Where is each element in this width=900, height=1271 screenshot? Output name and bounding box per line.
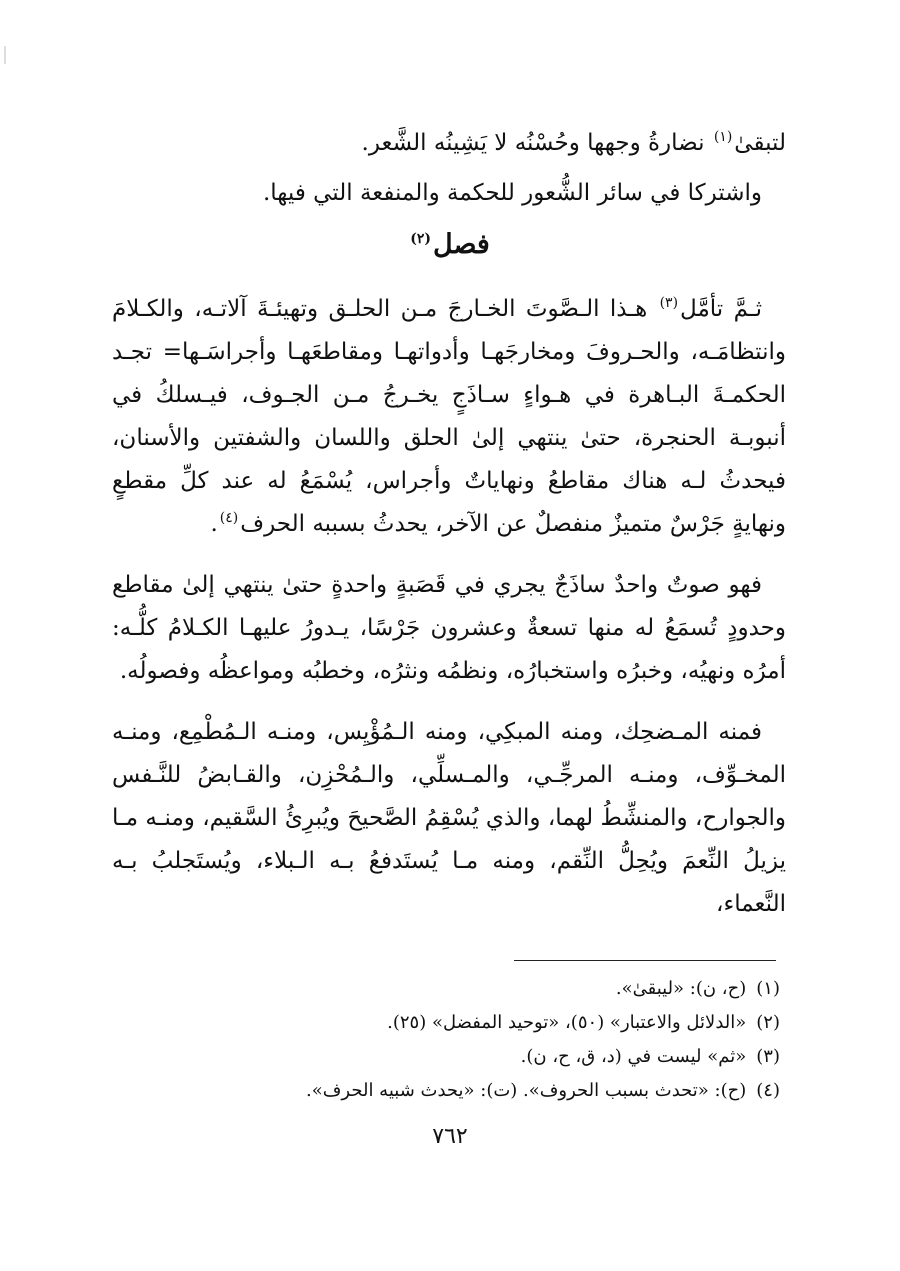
footnote-number: (٤)	[756, 1080, 780, 1101]
footnote-ref-3: (٣)	[659, 295, 679, 312]
opening-word: لتبقىٰ	[734, 130, 786, 156]
paragraph-1-end: .	[210, 511, 218, 537]
footnotes	[112, 972, 780, 1108]
scan-edge-mark	[4, 46, 6, 64]
footnote-2	[112, 1006, 780, 1040]
opening-rest: نضارةُ وجهها وحُسْنُه لا يَشِينُه الشَّعر.	[361, 130, 712, 156]
page-number: ٧٦٢	[432, 1124, 468, 1149]
footnote-number: (٢)	[756, 1012, 780, 1033]
paragraph-3: فمنه المـضحِك، ومنه المبكِي، ومنه الـمُؤْيِس، ومنـه الـمُطْمِع، ومنـه المخـوِّف، ومنـه المرجِّـي، والمـسلِّي، والـمُحْزِن، والقـابضُ للنَّـفس والجوارح، والمنشِّطُ لهما، والذي يُسْقِمُ الصَّحيحَ ويُبرِئُ السَّقيم، ومنـه مـا يزيلُ النِّعمَ ويُحِلُّ النِّقم، ومنه مـا يُستَدفعُ بـه الـبلاء، ويُستَجلبُ بـه النَّعماء،	[112, 719, 786, 917]
main-text	[112, 118, 786, 944]
footnote-number: (١)	[756, 978, 780, 999]
footnote-number: (٣)	[756, 1046, 780, 1067]
footnote-4	[112, 1074, 780, 1108]
paragraph-2: فهو صوتٌ واحدٌ ساذَجٌ يجري في قَصَبةٍ واحدةٍ حتىٰ ينتهي إلىٰ مقاطع وحدودٍ تُسمَعُ له منها تسعةٌ وعشرون جَرْسًا، يـدورُ عليهـا الكـلامُ كلُّـه: أمرُه ونهيُه، وخبرُه واستخبارُه، ونظمُه ونثرُه، وخطبُه ومواعظُه وفصولُه.	[112, 572, 786, 684]
footnote-text: (ح): «تحدث بسبب الحروف». (ت): «يحدث شبيه الحرف».	[306, 1080, 747, 1101]
footnote-1	[112, 972, 780, 1006]
section-title: فصل	[433, 229, 490, 260]
footnote-ref-2: (٢)	[410, 231, 431, 247]
opening-line-1	[112, 118, 786, 168]
footnote-ref-4: (٤)	[219, 510, 239, 527]
footnote-text: «ثم» ليست في (د، ق، ح، ن).	[520, 1046, 747, 1067]
opening-line-2: واشتركا في سائر الشُّعور للحكمة والمنفعة التي فيها.	[262, 180, 762, 206]
footnote-text: «الدلائل والاعتبار» (٥٠)، «توحيد المفضل» (٢٥).	[387, 1012, 747, 1033]
section-heading	[112, 220, 786, 270]
footnote-ref-1: (١)	[713, 129, 733, 146]
footnote-separator	[514, 960, 776, 961]
paragraph-1-start: ثـمَّ تأمَّل	[680, 296, 763, 322]
footnote-3	[112, 1040, 780, 1074]
footnote-text: (ح، ن): «ليبقىٰ».	[615, 978, 747, 999]
paragraph-1	[112, 288, 786, 546]
paragraph-1-body: هـذا الـصَّوتَ الخـارجَ مـن الحلـق وتهيئـةَ آلاتـه، والكـلامَ وانتظامَـه، والحـروفَ ومخارجَهـا وأدواتهـا ومقاطعَهـا وأجراسَـها= تجـد الحكمـةَ البـاهرة في هـواءٍ سـاذَجٍ يخـرجُ مـن الجـوف، فيـسلكُ في أنبوبـة الحنجرة، حتىٰ ينتهي إلىٰ الحلق واللسان والشفتين والأسنان، فيحدثُ لـه هناك مقاطعُ ونهاياتٌ وأجراس، يُسْمَعُ له عند كلِّ مقطعٍ ونهايةٍ جَرْسٌ متميزٌ منفصلٌ عن الآخر، يحدثُ بسببه الحرف	[112, 296, 786, 537]
